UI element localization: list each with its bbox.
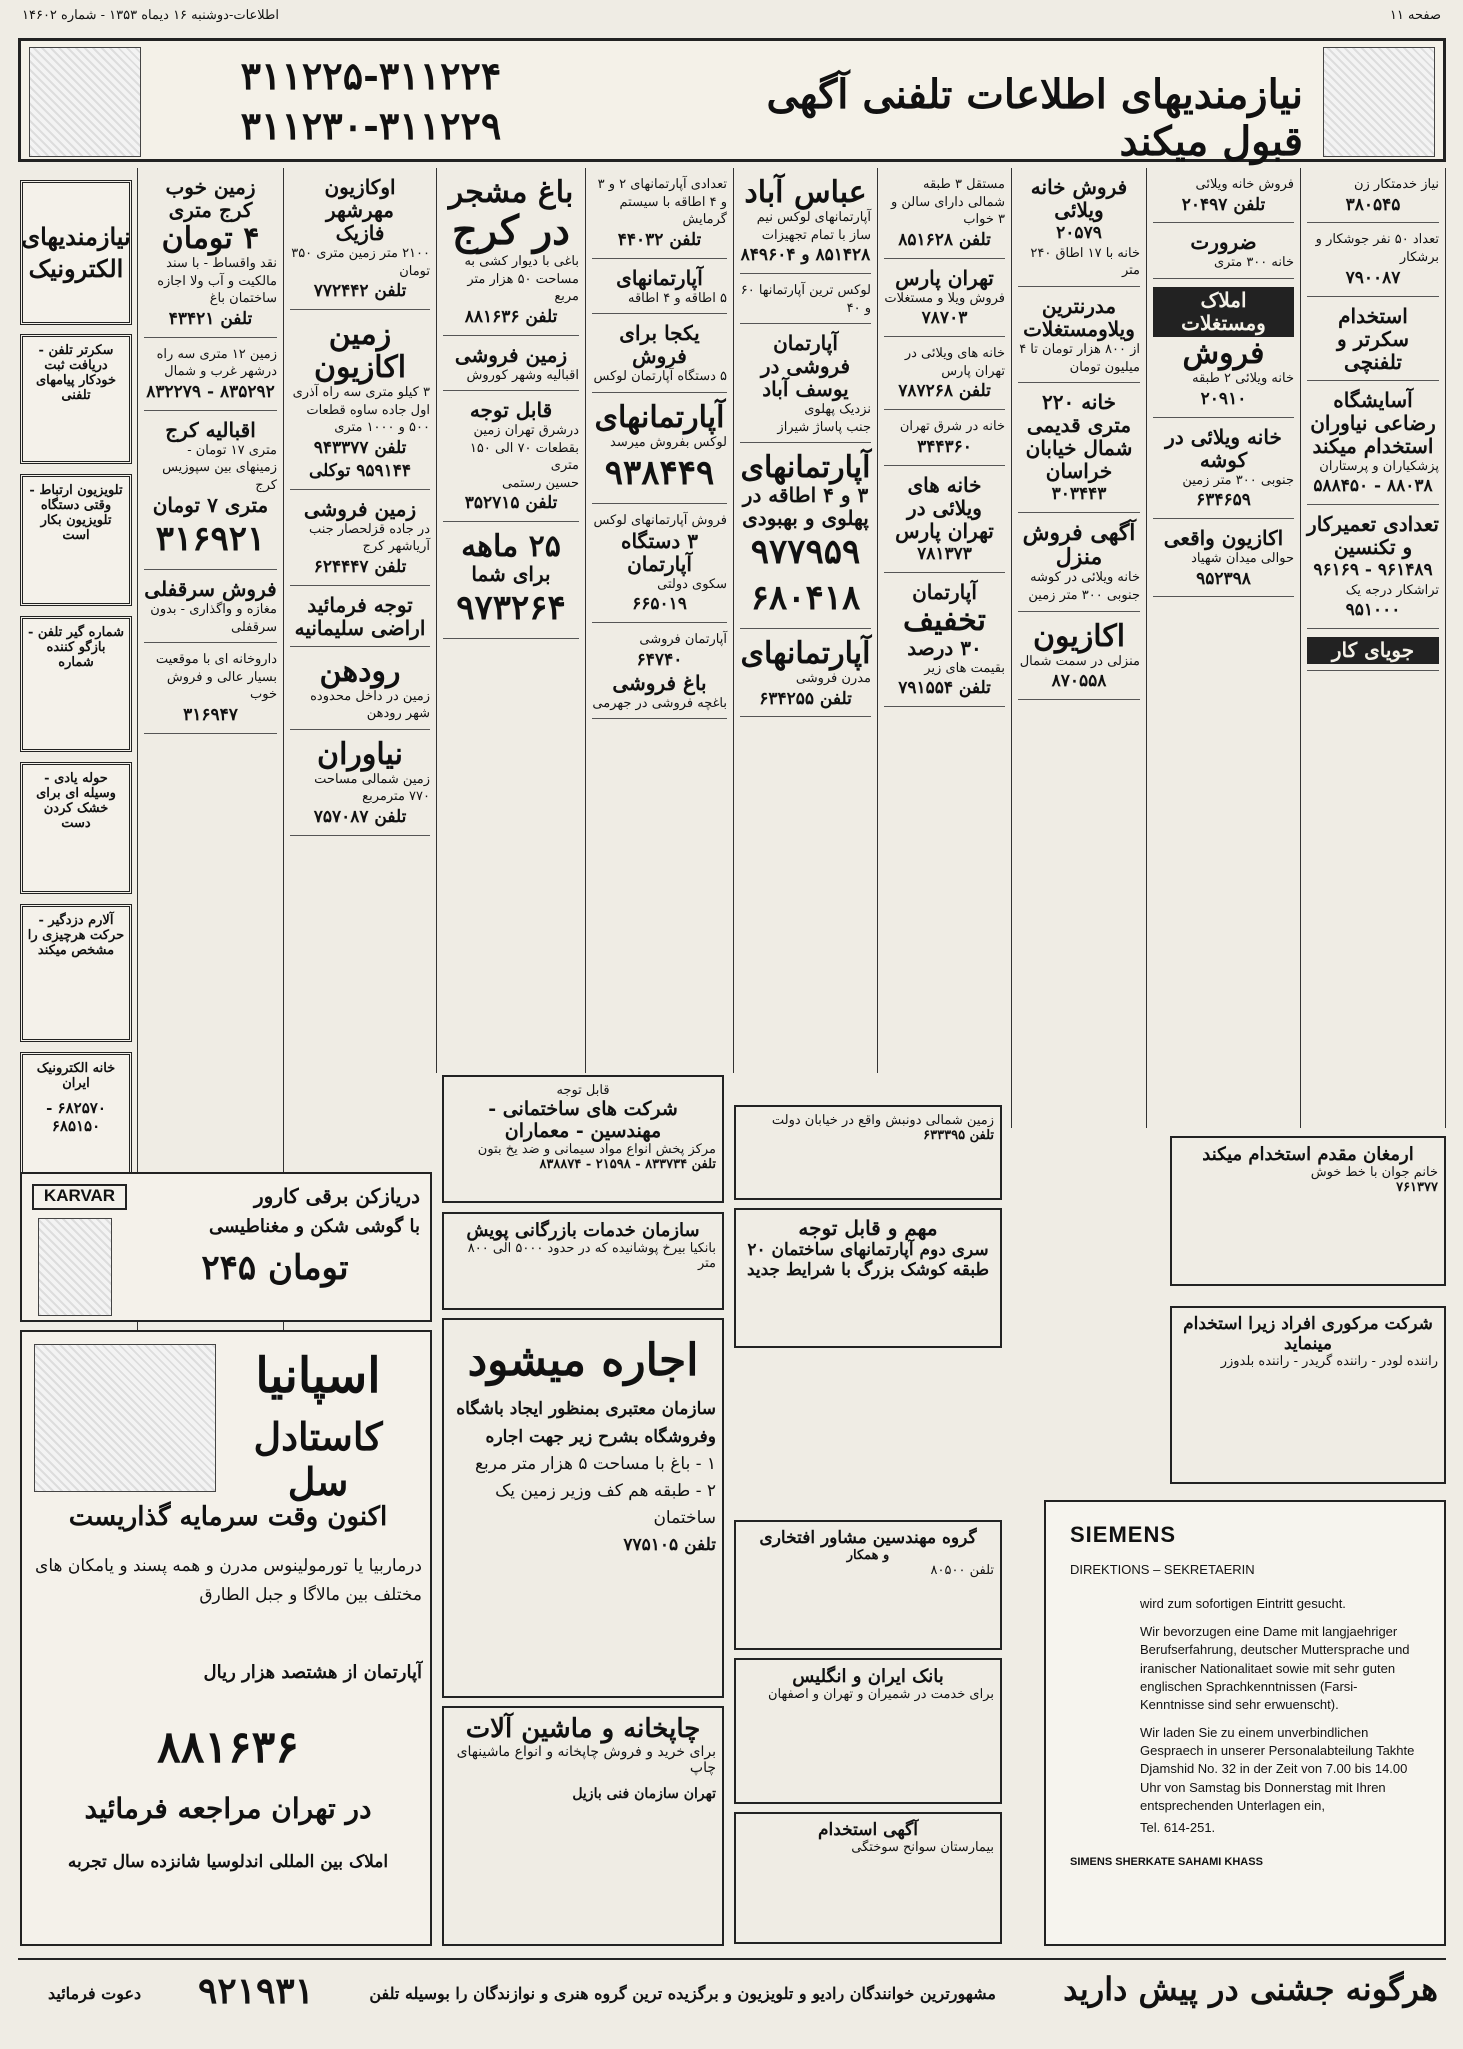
ad-text: ۳ کیلو متری سه راه آذری اول جاده ساوه قطعات ۵۰۰ و ۱۰۰۰ متری: [292, 385, 430, 436]
ad-heading: فروش: [1182, 336, 1265, 372]
dateline: اطلاعات-دوشنبه ۱۶ دیماه ۱۳۵۳ - شماره ۱۴۶۰۲: [22, 8, 280, 23]
karvar-title: دریازکن برقی کارور: [254, 1184, 420, 1208]
ad-text: حسین رستمی: [501, 475, 579, 491]
ad-text: مدرن فروشی: [795, 671, 871, 686]
ad-heading: زمین: [328, 317, 392, 353]
ad-phone: ۸۸۰۳۸ - ۵۸۸۴۵۰: [1313, 476, 1433, 497]
siemens-footer: SIMENS SHERKATE SAHAMI KHASS: [1070, 1856, 1263, 1869]
ad-heading: فازیک: [335, 221, 385, 245]
ad-heading: زمین خوب: [165, 175, 256, 199]
column-7: [1011, 168, 1146, 1128]
ad-text: خانه ویلائی در کوشه جنوبی ۳۰۰ متر زمین: [1028, 570, 1140, 603]
ad-phone: ۹۵۱۰۰۰: [1345, 600, 1401, 621]
sidebar-ad-secretary: سکرتر تلفن - دریافت ثبت خودکار پیامهای تلفنی: [20, 334, 132, 464]
ad-heading: آپارتمانهای: [594, 399, 725, 435]
ad-text: فروش ویلا و مستغلات: [884, 290, 1005, 306]
ad-text: آپارتمانهای لوکس نیم ساز با تمام تجهیزات: [756, 210, 871, 243]
ad-phone: ۳۴۴۳۶۰: [917, 436, 972, 457]
ad-phone: ۹۵۲۳۹۸: [1196, 568, 1251, 589]
sidebar-ad-electronic-house: [20, 1052, 132, 1184]
ad-heading: ۳ دستگاه آپارتمان: [620, 528, 699, 576]
ad-text: درشرق تهران زمین بقطعات ۷۰ الی ۱۵۰ متری: [469, 423, 579, 474]
section-heading-jobseekers: جویای کار: [1307, 637, 1439, 664]
ad-text: برای خرید و فروش چاپخانه و انواع ماشینهای چاپ: [456, 1744, 716, 1776]
ad-text: حوالی میدان شهیاد: [1191, 551, 1294, 566]
ad-phone: تلفن ۳۵۲۷۱۵: [464, 493, 558, 514]
ad-heading: قابل توجه: [469, 398, 553, 423]
ad-heading: ارمغان مقدم استخدام میکند: [1202, 1144, 1414, 1165]
spain-title: اسپانیا: [255, 1348, 381, 1404]
rent-ad: [442, 1318, 724, 1698]
spain-subtitle: اکنون وقت سرمایه گذاریست: [68, 1502, 388, 1532]
ad-heading: چاپخانه و ماشین آلات: [465, 1714, 701, 1744]
ad-heading: اکازیون: [313, 350, 407, 386]
armaghan-ad: [1170, 1136, 1446, 1286]
ad-text: بقیمت های زیر: [924, 660, 1005, 676]
construction-ad: [442, 1075, 724, 1203]
ad-heading: آگهی فروش منزل: [1022, 520, 1136, 571]
ad-heading: خانه ۲۲۰ متری قدیمی شمال خیابان خراسان: [1025, 390, 1133, 484]
header-banner: [18, 38, 1446, 165]
ad-kicker: قابل توجه: [556, 1083, 610, 1098]
column-5: [733, 168, 877, 1073]
ad-heading: سازمان خدمات بازرگانی پویش: [466, 1220, 700, 1241]
ad-heading: ۲۵ ماهه: [461, 529, 561, 565]
ad-heading: برای شما: [471, 562, 551, 587]
ad-heading: ضرورت: [1190, 230, 1257, 255]
ad-text: خانه ۳۰۰ متری: [1213, 255, 1294, 271]
ad-heading: یکجا برای فروش: [619, 321, 700, 369]
ad-phone: تلفن ۸۸۱۶۳۶: [464, 306, 558, 327]
ad-heading: رودهن: [319, 653, 401, 689]
ad-text: باغچه فروشی در جهرمی: [592, 695, 727, 711]
ad-text: باغی با دیوار کشی به مساحت ۵۰ هزار متر مربع: [464, 254, 579, 305]
ad-text: داروخانه ای با موقعیت بسیار عالی و فروش خوب: [155, 652, 277, 703]
ad-heading: تخفیف: [903, 602, 986, 638]
banner-title: نیازمندیهای اطلاعات تلفنی آگهی قبول میکند: [766, 71, 1303, 165]
ad-phone: تلفن ۶۲۴۴۴۷: [313, 556, 407, 577]
ad-phone: تلفن ۷۷۲۴۴۲: [313, 281, 407, 302]
ad-text: ۵ اطاقه و ۴ اطاقه: [628, 290, 727, 306]
ad-heading: زمین فروشی: [303, 496, 417, 521]
ad-phone: تلفن ۷۵۷۰۸۷: [313, 806, 407, 827]
ad-phone: تلفن ۸۰۵۰۰: [930, 1563, 994, 1578]
ad-phone: ۸۳۵۲۹۲ - ۸۳۲۲۷۹: [146, 381, 275, 402]
ad-text: جنب پاساژ شیراز: [777, 419, 871, 435]
siemens-subtitle: DIREKTIONS – SEKRETAERIN: [1070, 1561, 1255, 1577]
ad-heading: فروش خانه ویلائی: [1030, 175, 1128, 222]
ad-text: تعدادی آپارتمانهای ۲ و ۳ و ۴ اطاقه با سیستم گرمایش: [597, 177, 727, 228]
ad-text: نقد واقساط - با سند مالکیت و آب ولا اجازه ساختمان باغ: [157, 256, 277, 307]
ad-phone: ۶۶۵۰۱۹: [632, 594, 687, 615]
ad-phone: ۷۶۱۳۷۷: [1396, 1180, 1438, 1195]
ad-heading: باغ فروشی: [612, 670, 707, 695]
ad-heading: شرکت های ساختمانی - مهندسین - معماران: [488, 1098, 678, 1142]
ad-heading: استخدام سکرتر و تلفنچی: [1336, 303, 1410, 374]
spain-photo: [34, 1344, 216, 1492]
ad-big-phone: ۳۱۶۹۲۱: [155, 519, 266, 560]
ad-text: خانه ویلائی ۲ طبقه: [1192, 371, 1294, 387]
ad-text: راننده لودر - راننده گریدر - راننده بلدوزر: [1220, 1354, 1438, 1369]
ad-text: نیاز خدمتکار زن: [1353, 177, 1439, 192]
banner-phones-2: ۳۱۱۲۳۰-۳۱۱۲۲۹: [240, 103, 502, 148]
ad-heading: ۳۰ درصد: [907, 635, 982, 660]
ad-heading: تهران پارس: [895, 265, 994, 290]
bank-ad: [734, 1658, 1002, 1804]
spain-text: درماربیا یا تورمولینوس مدرن و همه پسند و یامکان های مختلف بین مالاگا و جبل الطارق: [35, 1556, 422, 1605]
ad-heading: آپارتمانهای: [616, 265, 703, 290]
ad-phone: ۲۰۵۷۹: [1056, 223, 1102, 243]
ad-heading: خانه های ویلائی در تهران پارس: [895, 472, 994, 543]
ad-phone: ۳۰۳۴۴۳: [1051, 484, 1107, 505]
mercury-ad: [1170, 1306, 1446, 1484]
ad-text: نزدیک پهلوی: [804, 402, 871, 418]
ad-text: خانه های ویلائی در تهران پارس: [904, 346, 1005, 379]
ad-text: آپارتمان فروشی: [639, 632, 727, 648]
pooyesh-ad: [442, 1212, 724, 1310]
karvar-brand: KARVAR: [32, 1184, 127, 1210]
ad-phone: تلفن ۶۳۴۲۵۵: [759, 688, 852, 709]
ad-text: منزلی در سمت شمال: [1019, 653, 1140, 669]
ad-phone: ۹۵۹۱۴۴ توکلی: [308, 460, 412, 481]
ad-text: ۵ دستگاه آپارتمان لوکس: [593, 369, 727, 385]
karvar-sub: با گوشی شکن و مغناطیسی: [209, 1216, 420, 1237]
ad-heading: آگهی استخدام: [818, 1820, 918, 1840]
ad-text: فروش خانه ویلائی: [1195, 177, 1294, 192]
siemens-p3: Wir laden Sie zu einem unverbindlichen Gespraech in unserer Personalabteilung Takhte Djamshid No. 32 in der Zeit von 7.00 bis 14.00 Uhr von Samstag bis Donnerstag mit Ihren entsprechenden Unterlagen ein,: [1140, 1725, 1415, 1813]
ad-phone: تلفن ۴۴۰۳۲: [617, 229, 702, 250]
ad-heading: مهرشهر: [326, 198, 394, 222]
spain-title-2: کاستادل سل: [253, 1414, 383, 1504]
ad-heading: آپارتمانهای: [740, 450, 871, 486]
ad-phone: ۹۶۱۴۸۹ - ۹۶۱۶۹: [1313, 560, 1433, 580]
ad-phone: تلفن ۲۰۴۹۷: [1181, 194, 1266, 215]
ad-text: خانه با ۱۷ اطاق ۲۴۰ متر: [1030, 245, 1140, 279]
ad-text: مرکز پخش انواع مواد سیمانی و ضد یخ بتون: [477, 1142, 716, 1157]
land-ad: [734, 1105, 1002, 1200]
footer-strip: [18, 1958, 1446, 2034]
ad-text: تراشکار درجه یک: [1345, 582, 1439, 598]
ad-heading: آپارتمان: [912, 579, 977, 604]
column-1: [137, 168, 283, 1338]
ad-heading: گروه مهندسین مشاور افتخاری: [759, 1528, 977, 1548]
ad-text: تهران سازمان فنی بازیل: [572, 1786, 716, 1802]
ad-phone: ۷۸۱۳۷۳: [917, 543, 972, 564]
spain-contact: در تهران مراجعه فرمائید: [84, 1792, 372, 1825]
ad-big-phone: ۹۷۷۹۵۹: [750, 532, 861, 573]
ad-heading: اقبالیه کرج: [165, 417, 256, 442]
section-heading-realestate: املاک ومستغلات: [1153, 287, 1294, 337]
footer-tail: دعوت فرمائید: [48, 1984, 142, 2003]
column-8: [1146, 168, 1300, 1128]
tower-ad: [734, 1208, 1002, 1348]
ad-phone: تلفن ۶۳۳۳۹۵: [923, 1128, 994, 1143]
ad-phone: ۳۸۰۵۴۵: [1345, 194, 1401, 215]
ad-heading: نیاوران: [317, 736, 403, 772]
hospital-ad: [734, 1812, 1002, 1944]
ad-heading: تعدادی تعمیرکار و تکنسین: [1307, 512, 1439, 559]
ad-phone: ۸۵۱۴۲۸ و ۸۴۹۶۰۴: [740, 245, 871, 266]
sidebar-ad-towel: حوله یادی - وسیله ای برای خشک کردن دست: [20, 762, 132, 894]
ad-heading: اکازیون: [1032, 618, 1126, 654]
ad-text: برای خدمت در شمیران و تهران و اصفهان: [767, 1687, 994, 1702]
sidebar-house-phone: ۶۸۲۵۷۰ - ۶۸۵۱۵۰: [46, 1099, 106, 1135]
ad-heading: اکازیون واقعی: [1163, 526, 1284, 550]
ad-text: تعداد ۵۰ نفر جوشکار و برشکار: [1315, 232, 1439, 266]
ad-text: فروش آپارتمانهای لوکس: [593, 513, 727, 529]
ad-heading: ۳ و ۴ اطاقه در پهلوی و بهبودی: [742, 483, 869, 531]
ad-text: مستقل ۳ طبقه شمالی دارای سالن و ۳ خواب: [890, 177, 1005, 228]
ad-text: زمین شمالی دونبش واقع در خیابان دولت: [771, 1113, 994, 1128]
ad-heading: کرج متری: [168, 198, 253, 222]
ad-heading: متری ۷ تومان: [152, 493, 269, 518]
ad-heading: آپارتمانهای: [740, 636, 871, 671]
ad-text: ۲ - طبقه هم کف وزیر زمین یک ساختمان: [495, 1480, 716, 1529]
page-number: صفحه ۱۱: [1389, 8, 1441, 23]
ad-text: لوکس ترین آپارتمانها ۶۰ و ۴۰: [740, 283, 871, 316]
ad-heading: مهم و قابل توجه: [798, 1216, 938, 1240]
siemens-brand: SIEMENS: [1070, 1522, 1177, 1547]
ad-text: جنوبی ۳۰۰ متر زمین: [1182, 472, 1294, 488]
ad-text: از ۸۰۰ هزار تومان تا ۴ میلیون تومان: [1019, 342, 1140, 375]
ad-text: زمین در داخل محدوده شهر رودهن: [310, 688, 430, 722]
ad-text: متری ۱۷ تومان - زمینهای بین سپوزیس کرج: [162, 442, 277, 493]
ad-heading: توجه فرمائید: [307, 592, 413, 617]
ad-phone: تلفن ۷۹۱۵۵۴: [898, 678, 991, 699]
sidebar-ad-dialer: شماره گیر تلفن - بازگو کننده شماره: [20, 616, 132, 752]
printing-ad: [442, 1706, 724, 1946]
ad-heading: ۴ تومان: [161, 221, 260, 256]
ad-phone: ۷۸۷۰۳: [921, 308, 968, 329]
ad-text: زمین شمالی مساحت ۷۷۰ مترمربع: [314, 771, 430, 805]
footer-text: مشهورترین خوانندگان رادیو و تلویزیون و برگزیده ترین گروه هنری و نوازندگان را بوسیله تلفن: [369, 1984, 996, 2003]
banner-illustration-right: [1323, 47, 1435, 157]
column-3: [436, 168, 585, 1073]
ad-heading: بانک ایران و انگلیس: [792, 1666, 944, 1687]
ad-phone: ۶۳۴۶۵۹: [1196, 490, 1251, 511]
siemens-ad: [1044, 1500, 1446, 1946]
ad-text: وفروشگاه بشرح زیر جهت اجاره: [485, 1426, 716, 1447]
ad-text: بیمارستان سوانح سوختگی: [851, 1840, 994, 1855]
banner-illustration-left: [29, 47, 141, 157]
ad-text: خانم جوان با خط خوش: [1310, 1165, 1438, 1180]
sidebar-house-name: خانه الکترونیک ایران: [36, 1061, 116, 1091]
ad-heading: باغ مشجر: [448, 175, 574, 210]
spain-footer: املاک بین المللی اندلوسیا شانزده سال تجربه: [67, 1852, 389, 1872]
ad-text: لوکس بفروش میرسد: [610, 434, 727, 450]
ad-phone: تلفن ۹۴۳۳۷۷: [313, 437, 407, 458]
sidebar-ad-alarm: آلارم دزدگیر - حرکت هرچیزی را مشخص میکند: [20, 904, 132, 1042]
footer-main: هرگونه جشنی در پیش دارید: [1063, 1970, 1438, 2008]
ad-phone: تلفن ۸۳۳۷۳۴ - ۲۱۵۹۸ - ۸۳۸۸۷۴: [539, 1157, 716, 1172]
ad-phone: تلفن ۷۸۷۲۶۸: [898, 381, 991, 402]
ad-text: ۲۱۰۰ متر زمین متری ۳۵۰ تومان: [291, 246, 430, 279]
ad-text: خانه در شرق تهران: [899, 419, 1005, 435]
column-9: [1300, 168, 1446, 1128]
sidebar-ad-tv: تلویزیون ارتباط - وقتی دستگاه تلویزیون بکار است: [20, 474, 132, 606]
ad-heading: اراضی سلیمانیه: [294, 615, 426, 640]
spain-text-2: آپارتمان از هشتصد هزار ریال: [203, 1662, 422, 1683]
ad-text: پزشکیاران و پرستاران: [1319, 458, 1439, 474]
ad-heading: مدرنترین ویلاومستغلات: [1023, 294, 1135, 342]
ad-text: سری دوم آپارتمانهای ساختمان ۲۰ طبقه کوشک بزرگ با شرایط جدید: [746, 1240, 990, 1280]
karvar-ad: [20, 1172, 432, 1322]
ad-phone: ۷۹۰۰۸۷: [1345, 267, 1401, 288]
electronic-logo: نیازمندیهای الکترونیک: [20, 180, 132, 325]
engineers-ad: [734, 1520, 1002, 1650]
ad-text: ۱ - باغ با مساحت ۵ هزار متر مربع: [474, 1453, 716, 1474]
siemens-tel: Tel. 614-251.: [1140, 1820, 1216, 1836]
ad-heading: فروش سرقفلی: [144, 577, 277, 602]
ad-phone: ۶۴۷۴۰: [636, 649, 683, 670]
ad-heading: رضاعی نیاوران استخدام میکند: [1310, 410, 1436, 458]
ad-heading: اوکازیون: [324, 175, 396, 199]
ad-big-phone: ۹۳۸۴۴۹: [604, 453, 715, 494]
ad-text: مغازه و واگذاری - بدون سرقفلی: [150, 602, 277, 635]
ad-heading: شرکت مرکوری افراد زیرا استخدام مینماید: [1183, 1314, 1433, 1354]
ad-heading: در کرج: [452, 207, 570, 254]
ad-text: اقبالیه وشهر کوروش: [466, 367, 579, 383]
ad-phone: ۳۱۶۹۴۷: [183, 704, 238, 725]
ad-big-phone: ۶۸۰۴۱۸: [750, 578, 861, 619]
ad-phone: تلفن ۴۳۴۲۱: [168, 308, 253, 329]
ad-phone: ۸۷۰۵۵۸: [1051, 671, 1107, 692]
karvar-price: ۲۴۵ تومان: [201, 1248, 349, 1288]
siemens-p1: wird zum sofortigen Eintritt gesucht.: [1140, 1595, 1346, 1611]
ad-text: و همکار: [846, 1548, 890, 1563]
ad-big-phone: ۹۷۳۲۶۴: [456, 588, 566, 629]
ad-phone: تلفن ۸۵۱۶۲۸: [898, 229, 991, 250]
ad-text: در جاده قزلحصار جنب آریاشهر کرج: [308, 521, 430, 555]
ad-text: بانکیا بیرخ پوشانیده که در حدود ۵۰۰۰ الی ۸۰۰ متر: [467, 1241, 716, 1271]
ad-heading: آسایشگاه: [1333, 387, 1413, 412]
column-6: [877, 168, 1011, 1073]
ad-heading: زمین فروشی: [454, 342, 568, 367]
column-4: [585, 168, 733, 1073]
ad-text: زمین ۱۲ متری سه راه درشهر غرب و شمال: [156, 346, 277, 380]
spain-phone: ۸۸۱۶۳۶: [157, 1722, 299, 1773]
footer-phone: ۹۲۱۹۳۱: [198, 1970, 315, 2012]
ad-heading: خانه ویلائی در کوشه: [1165, 424, 1282, 472]
ad-heading: اجاره میشود: [467, 1335, 699, 1386]
ad-text: سکوی دولتی: [657, 576, 727, 592]
ad-heading: عباس آباد: [744, 175, 867, 210]
ad-heading: آپارتمان فروشی در یوسف آباد: [760, 331, 851, 402]
banner-phones-1: ۳۱۱۲۲۵-۳۱۱۲۲۴: [240, 53, 502, 98]
ad-text: سازمان معتبری بمنظور ایجاد باشگاه: [456, 1399, 716, 1420]
karvar-product-image: [38, 1218, 112, 1316]
ad-phone: ۲۰۹۱۰: [1200, 388, 1247, 409]
spain-ad: [20, 1330, 432, 1946]
siemens-p2: Wir bevorzugen eine Dame mit langjaehriger Berufserfahrung, deutscher Muttersprache und iranischer Nationalitaet sowie mit sehr guten englischen Sprachkenntnissen (Farsi-Kenntnisse sind sehr erwuenscht).: [1140, 1624, 1410, 1712]
ad-phone: تلفن ۷۷۵۱۰۵: [623, 1535, 716, 1556]
